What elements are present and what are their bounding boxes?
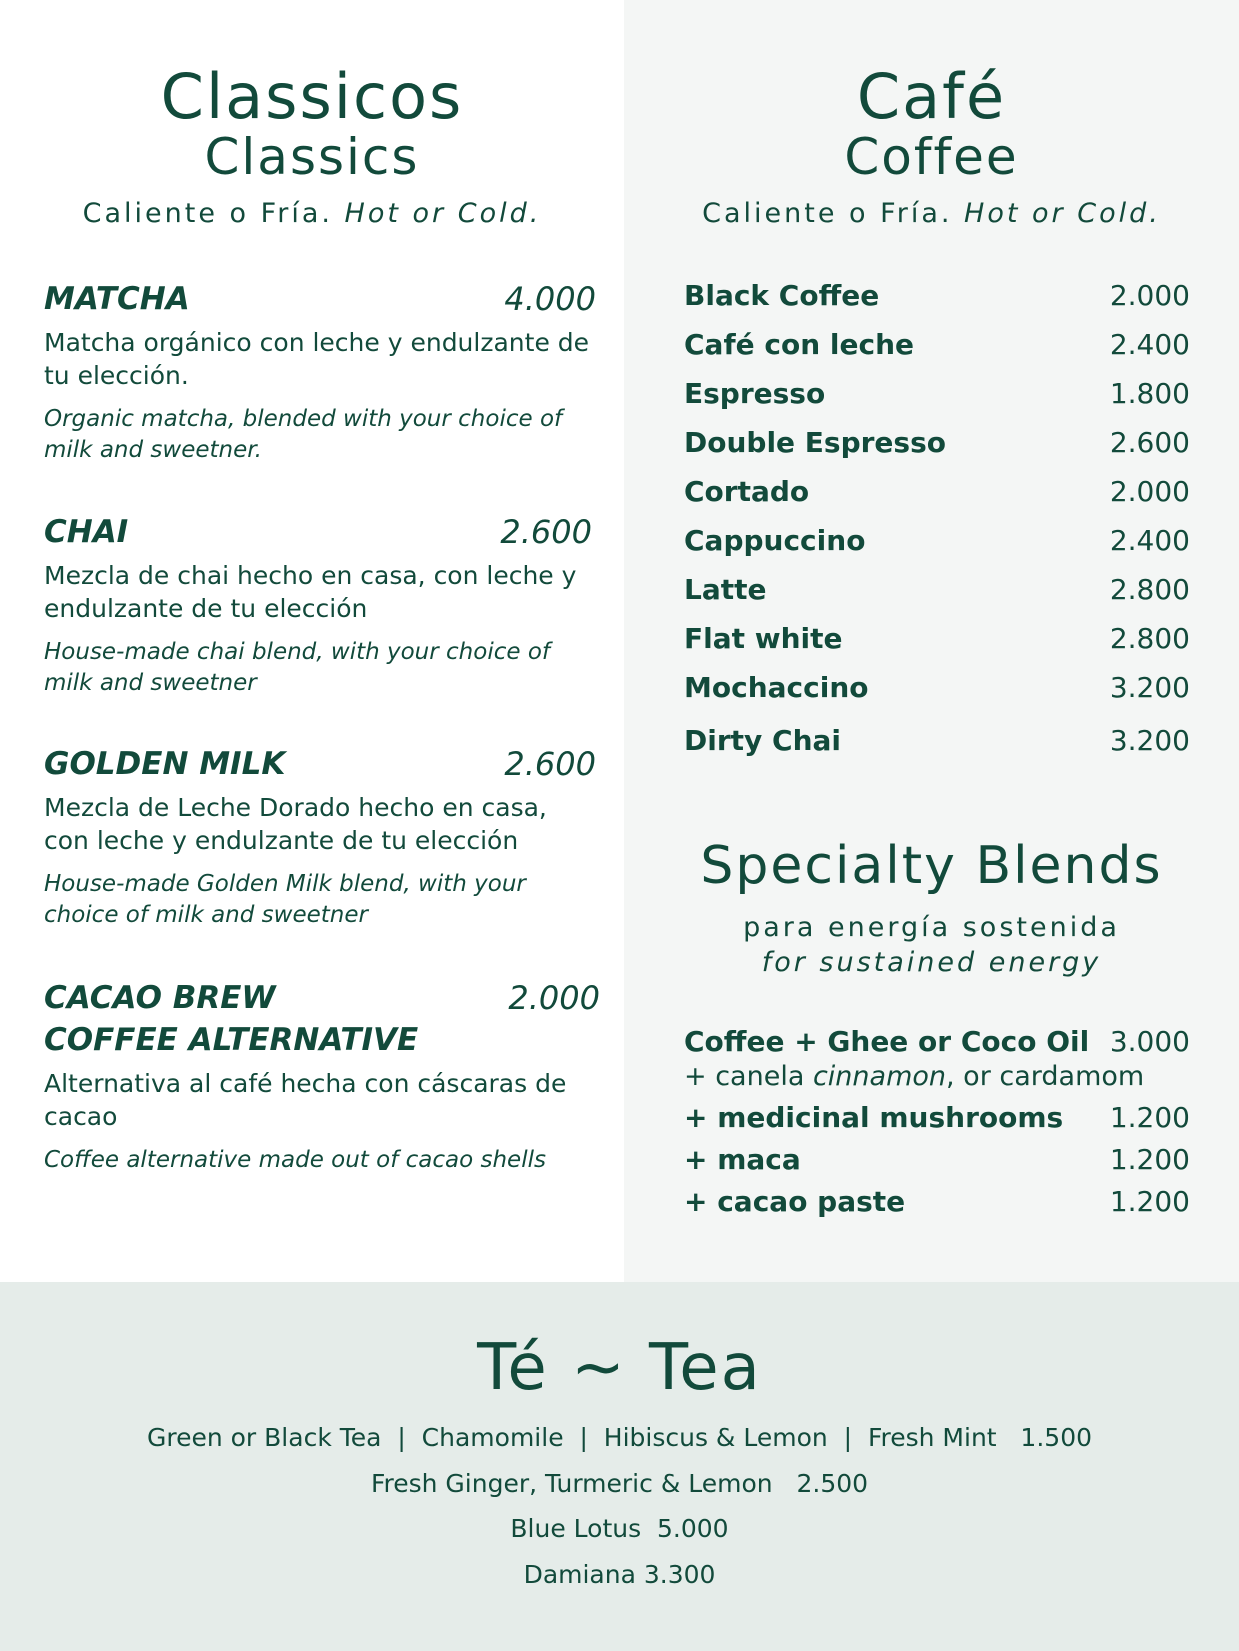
coffee-subtitle-es: Caliente o Fría. — [702, 198, 953, 229]
coffee-price: 2.800 — [1109, 622, 1190, 655]
coffee-subtitle — [624, 198, 1239, 229]
item-desc-en: Organic matcha, blended with your choice of milk and sweetner. — [44, 406, 563, 463]
tea-line: Blue Lotus 5.000 — [510, 1514, 729, 1543]
blend-note — [684, 1060, 1190, 1094]
item-name: CHAI — [44, 514, 129, 550]
coffee-name: Cortado — [684, 475, 810, 508]
coffee-price: 1.800 — [1109, 377, 1190, 410]
classics-title-es: Classicos — [160, 60, 464, 133]
item-desc-es: Mezcla de Leche Dorado hecho en casa, con leche y endulzante de tu elección — [44, 793, 547, 855]
item-price: 2.600 — [500, 513, 592, 551]
item-desc-en: Coffee alternative made out of cacao shells — [44, 1147, 546, 1173]
list-item — [684, 521, 1190, 570]
list-item — [684, 1098, 1190, 1140]
coffee-price: 2.400 — [1109, 328, 1190, 361]
blend-name: + cacao paste — [684, 1185, 906, 1218]
specialty-subtitle-es: para energía sostenida — [743, 912, 1120, 943]
specialty-header — [624, 836, 1239, 978]
blend-price: 1.200 — [1109, 1101, 1190, 1134]
item-name-line2: COFFEE ALTERNATIVE — [44, 1022, 419, 1058]
item-price: 4.000 — [504, 280, 596, 318]
item-price: 2.600 — [504, 745, 596, 783]
coffee-name: Mochaccino — [684, 671, 869, 704]
coffee-price: 3.200 — [1109, 724, 1190, 757]
blend-price: 1.200 — [1109, 1185, 1190, 1218]
coffee-title-en: Coffee — [844, 128, 1019, 186]
blend-name: + medicinal mushrooms — [684, 1101, 1064, 1134]
tea-line: Damiana 3.300 — [523, 1560, 716, 1589]
tea-title: Té ~ Tea — [477, 1331, 762, 1405]
coffee-subtitle-en: Hot or Cold. — [964, 198, 1161, 229]
list-item — [684, 423, 1190, 472]
coffee-price: 2.400 — [1109, 524, 1190, 557]
coffee-name: Latte — [684, 573, 767, 606]
list-item — [684, 1182, 1190, 1224]
classics-subtitle-en: Hot or Cold. — [344, 198, 542, 229]
item-name: CACAO BREW — [44, 980, 276, 1016]
list-item — [684, 325, 1190, 374]
blend-note-post: , or cardamom — [946, 1061, 1145, 1092]
classics-header — [0, 60, 624, 229]
coffee-name: Double Espresso — [684, 426, 946, 459]
tea-line: Green or Black Tea | Chamomile | Hibiscus & Lemon | Fresh Mint 1.500 — [146, 1423, 1093, 1452]
list-item — [684, 721, 1190, 770]
item-desc-es: Mezcla de chai hecho en casa, con leche y endulzante de tu elección — [44, 561, 577, 623]
blend-note-italic: cinnamon — [812, 1061, 947, 1092]
list-item — [684, 1140, 1190, 1182]
coffee-name: Espresso — [684, 377, 826, 410]
menu-item-golden-milk — [44, 743, 596, 931]
coffee-header — [624, 60, 1239, 229]
classics-title-en: Classics — [204, 128, 420, 186]
coffee-name: Black Coffee — [684, 279, 880, 312]
list-item — [684, 276, 1190, 325]
coffee-price: 3.200 — [1109, 671, 1190, 704]
list-item — [684, 668, 1190, 717]
specialty-subtitle-en: for sustained energy — [761, 947, 1102, 978]
menu-item-chai — [44, 511, 596, 699]
list-item — [684, 619, 1190, 668]
item-price: 2.000 — [508, 979, 600, 1017]
list-item — [684, 570, 1190, 619]
blend-name: + maca — [684, 1143, 801, 1176]
coffee-name: Dirty Chai — [684, 724, 842, 757]
coffee-price: 2.800 — [1109, 573, 1190, 606]
coffee-title-es: Café — [856, 60, 1007, 133]
menu-item-cacao-brew — [44, 977, 600, 1176]
item-desc-en: House-made chai blend, with your choice of milk and sweetner — [44, 639, 550, 696]
item-name: GOLDEN MILK — [44, 746, 286, 782]
blend-price: 3.000 — [1109, 1025, 1190, 1058]
item-desc-es: Matcha orgánico con leche y endulzante de tu elección. — [44, 328, 590, 390]
classics-subtitle — [0, 198, 624, 229]
menu-item-matcha — [44, 278, 596, 466]
classics-subtitle-es: Caliente o Fría. — [82, 198, 333, 229]
coffee-name: Cappuccino — [684, 524, 866, 557]
coffee-price: 2.600 — [1109, 426, 1190, 459]
coffee-name: Flat white — [684, 622, 843, 655]
specialty-list — [684, 1022, 1190, 1224]
specialty-title: Specialty Blends — [700, 836, 1163, 896]
coffee-name: Café con leche — [684, 328, 914, 361]
coffee-price: 2.000 — [1109, 475, 1190, 508]
item-desc-en: House-made Golden Milk blend, with your choice of milk and sweetner — [44, 871, 526, 928]
list-item — [684, 472, 1190, 521]
coffee-price: 2.000 — [1109, 279, 1190, 312]
blend-note-pre: + canela — [684, 1061, 813, 1092]
blend-name: Coffee + Ghee or Coco Oil — [684, 1025, 1090, 1058]
list-item — [684, 1022, 1190, 1064]
tea-line: Fresh Ginger, Turmeric & Lemon 2.500 — [370, 1469, 869, 1498]
list-item — [684, 374, 1190, 423]
blend-price: 1.200 — [1109, 1143, 1190, 1176]
item-name: MATCHA — [44, 281, 190, 317]
coffee-list — [684, 276, 1190, 770]
item-desc-es: Alternativa al café hecha con cáscaras de cacao — [44, 1069, 567, 1131]
